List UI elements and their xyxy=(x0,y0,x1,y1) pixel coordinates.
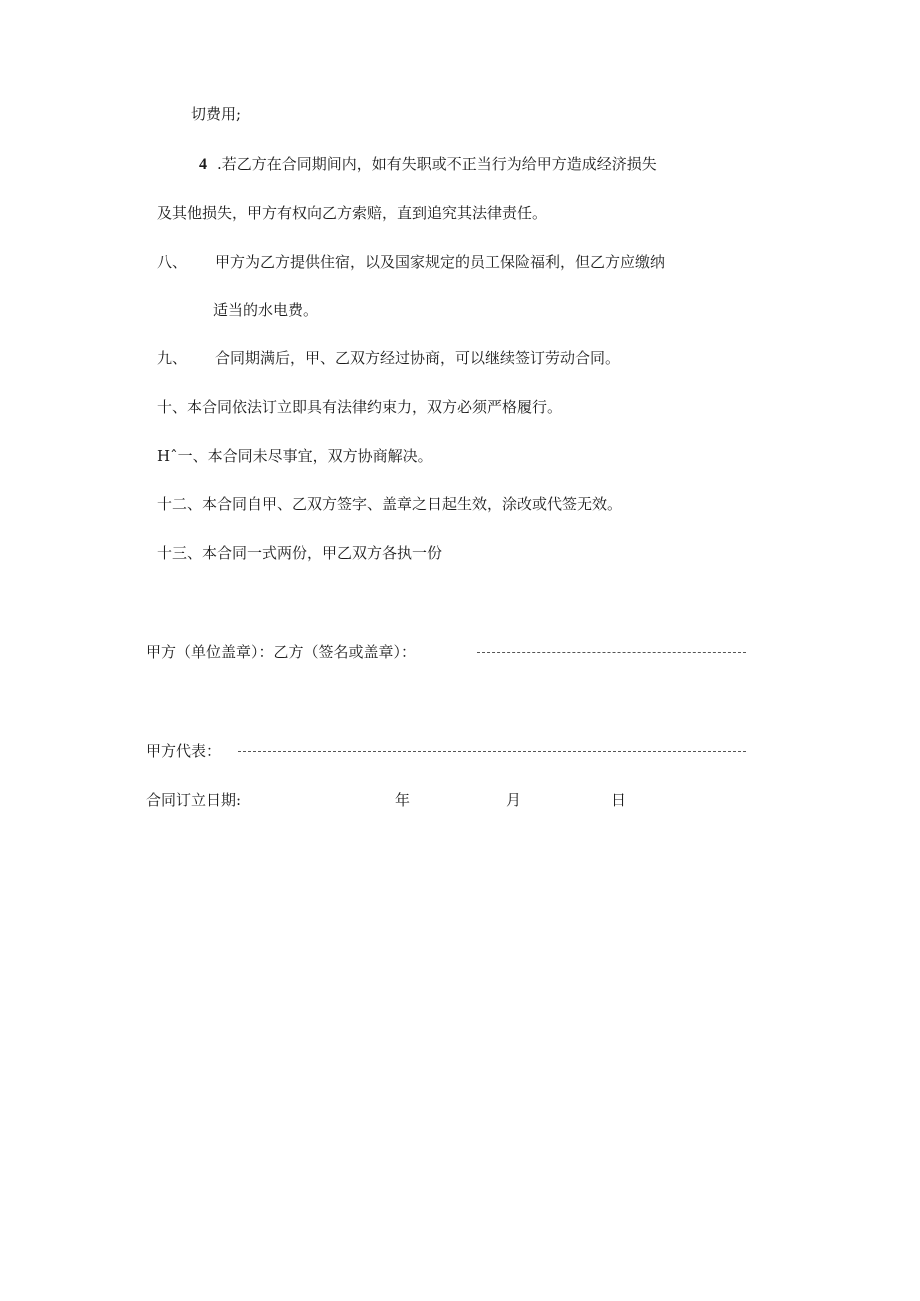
item-4-line-2: 及其他损失，甲方有权向乙方索赔，直到追究其法律责任。 xyxy=(157,204,548,222)
party-signature-label: 甲方（单位盖章）：乙方（签名或盖章）： xyxy=(146,643,417,661)
clause-13: 十三、本合同一式两份，甲乙双方各执一份 xyxy=(157,544,443,562)
clause-9 xyxy=(157,348,620,368)
clause-11: Hˆ一、本合同未尽事宜，双方协商解决。 xyxy=(157,447,433,465)
representative-label: 甲方代表： xyxy=(146,742,222,760)
representative-signature-line[interactable] xyxy=(238,751,746,752)
party-signature-line[interactable] xyxy=(477,652,746,653)
item-4-text: .若乙方在合同期间内，如有失职或不正当行为给甲方造成经济损失 xyxy=(217,155,657,173)
item-4-line-1 xyxy=(199,154,657,175)
contract-date-label: 合同订立日期: xyxy=(146,791,242,809)
item-4-number: 4 xyxy=(199,156,207,173)
date-month-label: 月 xyxy=(506,791,522,809)
clause-12: 十二、本合同自甲、乙双方签字、盖章之日起生效，涂改或代签无效。 xyxy=(157,495,623,513)
clause-8-text: 甲方为乙方提供住宿，以及国家规定的员工保险福利，但乙方应缴纳 xyxy=(215,253,666,271)
item-continuation: 切费用; xyxy=(191,105,242,123)
clause-8-line-2: 适当的水电费。 xyxy=(213,301,319,319)
clause-9-text: 合同期满后，甲、乙双方经过协商，可以继续签订劳动合同。 xyxy=(215,349,621,367)
clause-8-line-1 xyxy=(157,252,665,272)
clause-9-number: 九、 xyxy=(157,349,188,367)
clause-8-number: 八、 xyxy=(157,253,188,271)
clause-10: 十、本合同依法订立即具有法律约束力，双方必须严格履行。 xyxy=(157,398,563,416)
date-year-label: 年 xyxy=(395,791,411,809)
date-day-label: 日 xyxy=(611,791,627,809)
